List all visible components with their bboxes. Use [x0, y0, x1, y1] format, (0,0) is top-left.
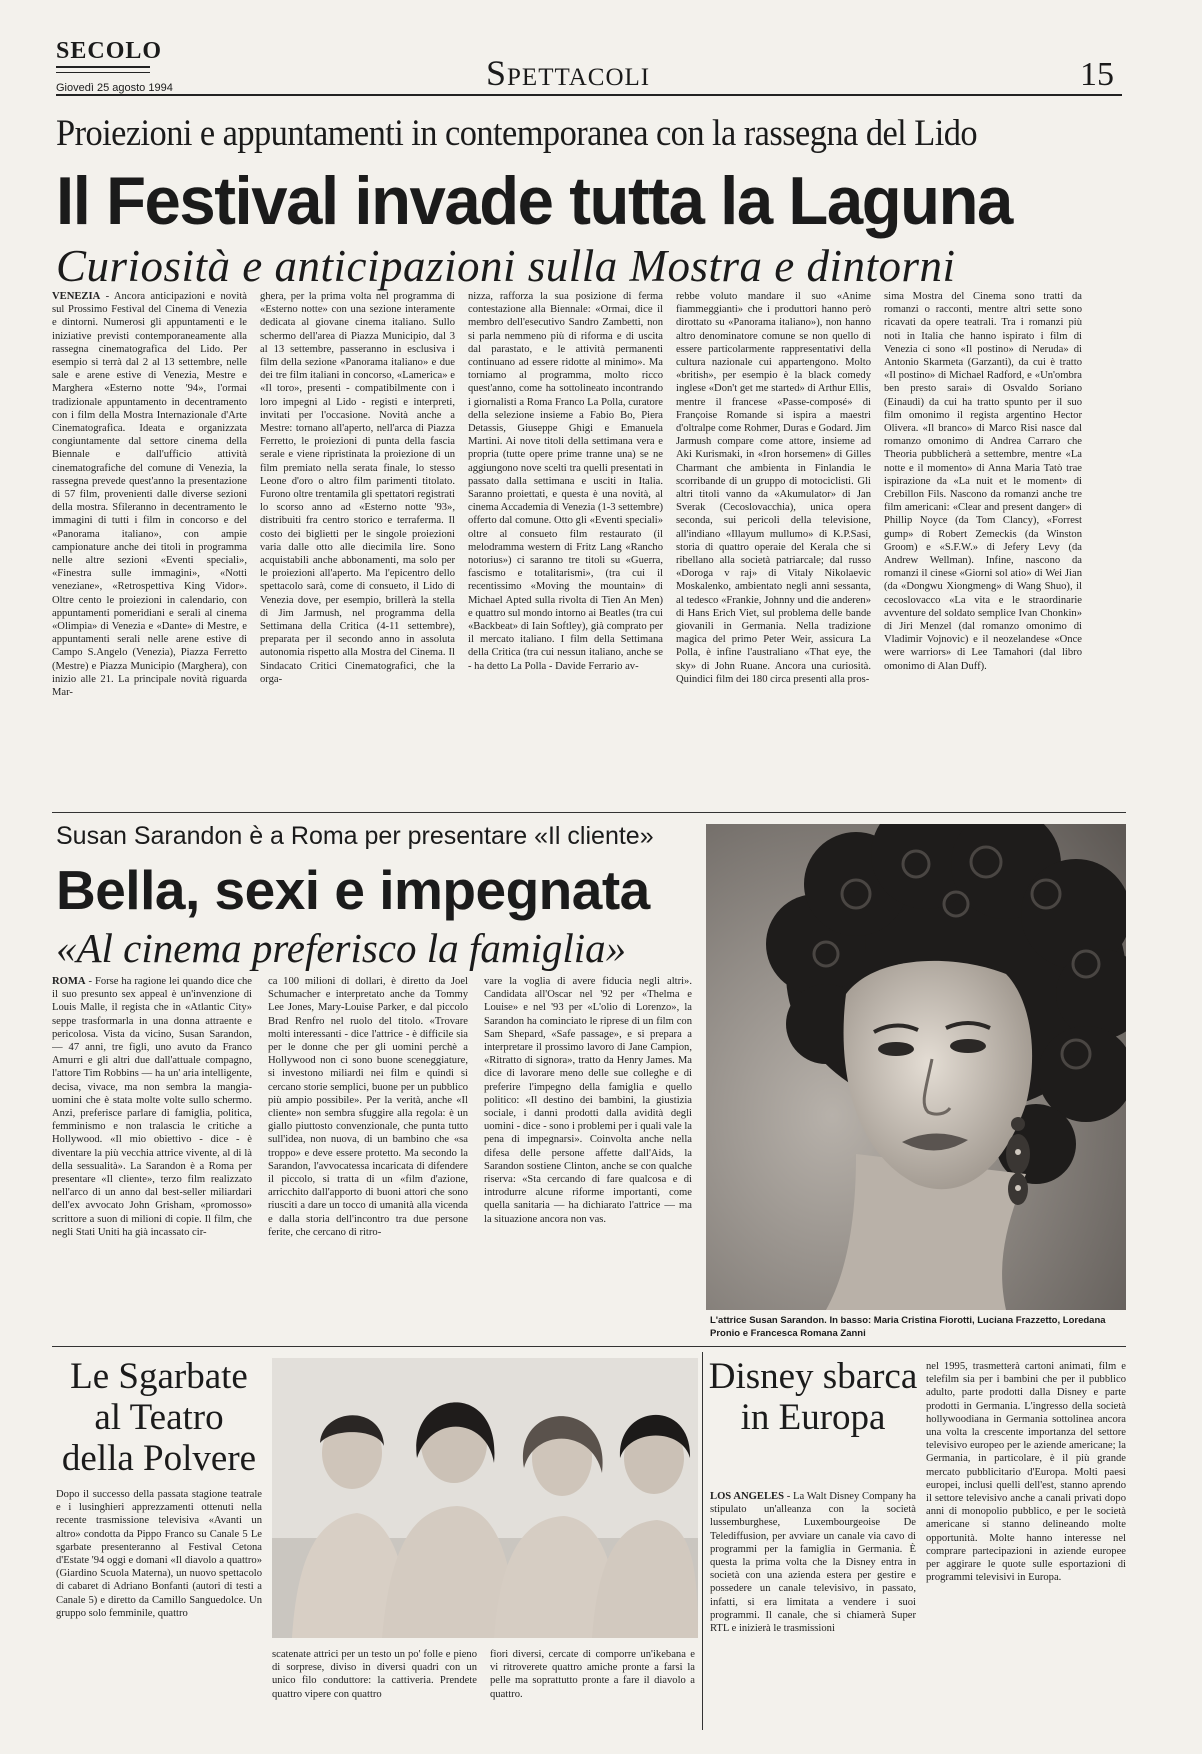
festival-text-5: sima Mostra del Cinema sono tratti da romanzi o racconti, mentre altri sette sono ricavati da opere teatrali. Tra i romanzi più noti in Italia che hanno ispirato i film di Venezia ci sono «Il postino» di Neruda» di Antonio Skarmeta (Garzanti), da cui è tratto «Il postino» di Michael Radford, e «Un'ombra ben presto sarai» di Osvaldo Soriano (Einaudi) da cui ha tratto spunto per il suo film omonimo il regista argentino Hector Olivera. «Il branco» di Marco Risi nasce dal romanzo omonimo di Andrea Carraro che Theoria pubblicherà a settembre, mentre «La notte e il momento» di Anna Maria Tatò trae ispirazione da «La nuit et le moment» di Crebillon Fils. Nascono da romanzi anche tre film americani: «Clear and present danger» di Phillip Noyce (da Tom Clancy), «Forrest gump» di Robert Zemeckis (da Winston Groom) e «S.F.W.» di Jefery Levy (da Andrew Wellman). Infine, nascono da romanzi il cinese «Giorni sol atio» di Wei Jian (da «Dongwu Xiongmeng» di Wang Shuo), il cecoslovacco «La vita e le straordinarie avventure del soldato semplice Ivan Chonkin» di Jiri Menzel (dal romanzo omonimo di Vladimir Vojnovic) e il neozelandese «Once were warriors» di Lee Tamahori (dal libro omonimo di Alan Duff).	[884, 291, 1082, 672]
page-number: 15	[1080, 56, 1114, 93]
masthead-rule	[56, 94, 1122, 96]
festival-kicker: Proiezioni e appuntamenti in contemporanea con la rassegna del Lido	[56, 113, 977, 154]
sgarbate-text-1: Dopo il successo della passata stagione teatrale e i lusinghieri apprezzamenti ottenuti nella recente trasmissione televisiva «Avanti un altro» condotta da Pippo Franco su Canale 5 Le sgarbate presenteranno al Festival Cetona d'Estate '94 oggi e domani «Il diavolo a quattro» (Giardino Scuola Materna), un nuovo spettacolo di cabaret di Adriano Bonfanti (autori di testi a Canale 5) e diretto da Camillo Sanguedolce. Un gruppo solo femminile, quattro	[56, 1489, 262, 1619]
disney-text-2: nel 1995, trasmetterà cartoni animati, film e telefilm sia per i bambini che per il pubblico adulto, parte prodotti dalla Disney e parte prodotti in Germania. L'ingresso della società hollywoodiana in Germania sottolinea ancora una volta la crescente importanza del settore televisivo europeo per le aziende americane; la Germania, in particolare, è il più grande mercato pubblicitario d'Europa. Molti paesi europei, inclusi quelli dell'est, stanno aprendo il settore televisivo anche a canali privati dopo anni di monopolio pubblico, e per le società americane si stanno delineando molte opportunità. Molte hanno interesse nel comprare partecipazioni in aziende europee per aggirare le quote sulle esportazioni di programmi televisivi in Europa.	[926, 1361, 1126, 1584]
sgarbate-text-3: fiori diversi, cercate di comporre un'ikebana e vi ritroverete quattro amiche pronte a farsi la pelle ma soprattutto pronte a fare il diavolo a quattro.	[490, 1649, 695, 1700]
sgarbate-text-2: scatenate attrici per un testo un po' folle e pieno di sorprese, diviso in diversi quadri con un unico filo conduttore: la cattiveria. Prendete quattro vipere con quattro	[272, 1649, 477, 1700]
sgarbate-column-1	[56, 1488, 262, 1728]
festival-text-2: ghera, per la prima volta nel programma di «Esterno notte» con una sezione interamente dedicata al giovane cinema italiano. Sullo schermo dell'area di Piazza Municipio, dal 3 al 13 settembre, passeranno in esclusiva i film della sezione «Panorama italiano» e due dei tre film italiani in concorso, «Lamerica» e «Il toro», presenti - compatibilmente con i loro impegni al Lido - registi e interpreti, invitati per l'occasione. Novità anche a Mestre: tornano all'aperto, nell'arca di Piazza Ferretto, le proiezioni di punta della fascia serale e viene ripristinata la proiezione di un film premiato nella serata finale, lo stesso Leone d'oro o altro film parimenti titolato. Furono oltre trentamila gli spettatori registrati lo scorso anno ad «Esterno notte '93», distribuiti fra centro storico e terraferma. Il costo dei biglietti per le singole proiezioni varia dalle otto alle diecimila lire. Sono acquistabili anche abbonamenti, ma solo per le proiezioni all'aperto. Ma l'epicentro dello spettacolo sarà, come di consueto, il Lido di Venezia dove, per esempio, brillerà la stella di Jim Jarmush, nel programma della Settimana della Critica (4-11 settembre), preparata per il secondo anno in assoluta autonomia rispetto alla Mostra del Cinema. Il Sindacato Critici Cinematografici, che la orga-	[260, 291, 455, 685]
sarandon-column-2	[268, 975, 468, 1340]
festival-headline: Il Festival invade tutta la Laguna	[56, 163, 1012, 239]
festival-column-4	[676, 290, 871, 802]
sarandon-text-1: - Forse ha ragione lei quando dice che il suo presunto sex appeal è un'invenzione di Louis Malle, il regista che in «Atlantic City» seppe trasformarla in una donna attraente e pericolosa. Vista da vicino, Susan Sarandon, — 47 anni, tre figli, uno avuto da Franco Amurri e gli altri due dall'attuale compagno, l'attore Tim Robbins — ha un' aria intelligente, decisa, vivace, ma non sembra la mangia- uomini che è stata molte volte sullo schermo. Anzi, preferisce parlare di famiglia, politica, femminismo e non tralascia le critiche a Hollywood. «Il mio obiettivo - dice - è diventare la più vecchia attrice vivente, al di là della sessualità». La Sarandon è a Roma per presentare «Il cliente», terzo film realizzato nell'arco di un anno dal best-seller miliardari dell'ex avvocato John Grisham, «promosso» scrittore a suon di milioni di copie. Il film, che negli Stati Uniti ha già incassato cir-	[52, 976, 252, 1238]
festival-deck: Curiosità e anticipazioni sulla Mostra e dintorni	[56, 241, 956, 291]
sarandon-headline: Bella, sexi e impegnata	[56, 859, 650, 921]
festival-text-3: nizza, rafforza la sua posizione di ferma contestazione alla Biennale: «Ormai, dice il membro dell'esecutivo Sandro Zambetti, non si parla nemmeno più di riforma e di uscita dal parastato, e le attività permanenti continuano ad essere ridotte al minimo». Ma torniamo al programma, molto ricco quest'anno, come ha sottolineato incontrando i giornalisti a Roma Franco La Polla, curatore della selezione insieme a Fabio Bo, Piera Detassis, Giuseppe Ghigi e Emanuela Martini. Ai nove titoli della settimana vera e propria (tutte opere prime tranne una) se ne aggiungono nove scelti tra quelli presentati in passato dalla settimana e usciti in Italia. Saranno proiettati, e questa è una novità, al cinema Accademia di Venezia (1-3 settembre) offerto dal comune. Otto gli «Eventi speciali» oltre al consueto film restaurato (il melodramma western di Fritz Lang «Rancho notorius») ci saranno tre titoli su «Guerra, fascismo e totalitarismi», (tra cui il recentissimo «Moving the mountain» di Michael Apted sulla rivolta di Tien An Men) e quattro sul mondo intorno ai Beatles (tra cui «Backbeat» di Iain Softley), già comprato per il mercato italiano. I film della Settimana della Critica (tra cui nessun italiano, anche se - ha detto La Polla - Davide Ferrario av-	[468, 291, 663, 672]
disney-headline: Disney sbarca in Europa	[708, 1356, 918, 1438]
sgarbate-column-3	[490, 1648, 695, 1732]
lower-divider	[52, 1346, 1126, 1347]
sarandon-column-3	[484, 975, 692, 1340]
section-divider	[52, 812, 1126, 813]
logo-underline	[56, 66, 150, 73]
sarandon-photo-caption: L'attrice Susan Sarandon. In basso: Maria Cristina Fiorotti, Luciana Frazzetto, Loredana Pronio e Francesca Romana Zanni	[710, 1315, 1106, 1339]
disney-dateline: LOS ANGELES	[710, 1491, 784, 1502]
newspaper-logo: SECOLO	[56, 38, 163, 64]
sarandon-photo	[706, 824, 1126, 1310]
column-rule	[702, 1352, 703, 1730]
sarandon-deck: «Al cinema preferisco la famiglia»	[56, 925, 627, 971]
sarandon-text-3: vare la voglia di avere fiducia negli altri». Candidata all'Oscar nel '92 per «Thelma e Louise» e nel '93 per «L'olio di Lorenzo», la Sarandon ha cominciato le riprese di un film con Sam Shepard, «Safe passage», e si prepara a interpretare il prossimo lavoro di Jane Campion, «Ritratto di signora», tratto da Henry James. Ma dice di lavorare meno delle sue colleghe e di preferire l'impegno della famiglia e quello politico: «Il destino dei bambini, la giustizia sociale, i danni prodotti dalla avidità degli uomini - dice - sono i problemi per i quali vale la pena di impegnarsi». Coinvolta anche nella difesa delle persone affette dall'Aids, la Sarandon sostiene Clinton, anche se con qualche riserva: «Sta cercando di fare qualcosa e di introdurre alcune riforme importanti, come quella sanitaria — ha dichiarato l'attrice — ma la situazione ancora non vas.	[484, 976, 692, 1225]
festival-dateline: VENEZIA	[52, 291, 101, 302]
festival-column-3	[468, 290, 663, 802]
sgarbate-headline: Le Sgarbate al Teatro della Polvere	[61, 1356, 257, 1479]
disney-text-1: - La Walt Disney Company ha stipulato un'alleanza con la società lussemburghese, Luxembourgeoise De Telediffusion, per avviare un canale via cavo di programmi per la famiglia in Germania. È questa la prima volta che la Disney entra in società con una azienda estera per gestire e possedere un canale televisivo, in passato, infatti, si era limitata a vendere i suoi programmi. Il canale, che si chiamerà Super RTL e inizierà le trasmissioni	[710, 1491, 916, 1635]
issue-date: Giovedì 25 agosto 1994	[56, 82, 173, 94]
sarandon-text-2: ca 100 milioni di dollari, è diretto da Joel Schumacher e interpretato anche da Tommy Lee Jones, Mary-Louise Parker, e dal piccolo Brad Renfro nel ruolo del titolo. «Trovare molti interessanti - dice l'attrice - è difficile sia per le donne che per gli uomini perchè a Hollywood non ci sono buone sceneggiature, si investono miliardi nei film e quindi si cercano storie semplici, buone per un pubblico più ampio possibile». Per la verità, anche «Il cliente» non sembra sfuggire alla regola: è un giallo piuttosto convenzionale, che punta tutto sull'idea, non nuova, di un bambino che «sa troppo» e deve essere protetto. Ma secondo la Sarandon, l'avvocatessa incaricata di difendere il piccolo, si tratta di un «film d'azione, arricchito dall'apporto di buoni attori che sono riusciti a dare un tocco di umanità alla vicenda e dalla storia dell'incontro tra due persone ferite, che cercano di ritro-	[268, 976, 468, 1238]
festival-column-5	[884, 290, 1082, 802]
festival-column-2	[260, 290, 455, 802]
sgarbate-column-2	[272, 1648, 477, 1732]
disney-column-1	[710, 1490, 916, 1730]
sgarbate-photo	[272, 1358, 698, 1638]
sarandon-dateline: ROMA	[52, 976, 86, 987]
festival-column-1	[52, 290, 247, 802]
sarandon-column-1	[52, 975, 252, 1340]
disney-column-2	[926, 1360, 1126, 1730]
section-title: Spettacoli	[486, 53, 651, 93]
festival-text-1: - Ancora anticipazioni e novità sul Prossimo Festival del Cinema di Venezia e dintorni. Numerosi gli appuntamenti e le iniziative previsti contemporaneamente alla rassegna cinematografica del Lido. Per esempio si terrà dal 2 al 13 settembre, nelle sale e arene estive di Venezia, Mestre e Marghera «Esterno notte '94», l'ormai tradizionale appuntamento in decentramento con i film della Mostra Internazionale d'Arte Cinematografica. Ideata e organizzata congiuntamente dal settore cinema della Biennale e dall'ufficio attività cinematografiche del comune di Venezia, la rassegna prevede quest'anno la presentazione di 57 film, provenienti dalle diverse sezioni della mostra. Sfileranno in decentramento le immagini di tutti i film in concorso e del «Panorama italiano», con ampie campionature anche dei titoli in programma nelle altre sezioni «Eventi speciali», «Finestra sulle immagini», «Notti veneziane», «Retrospettiva King Vidor». Oltre cento le proiezioni in calendario, con appuntamenti pomeridiani e serali al cinema «Olimpia» di Venezia e «Dante» di Mestre, e appuntamenti serali nelle arene estive di Campo S.Angelo (Venezia), Piazza Ferretto (Mestre) e Piazza Municipio (Marghera), con inizio alle 21. La principale novità riguarda Mar-	[52, 291, 247, 699]
sarandon-kicker: Susan Sarandon è a Roma per presentare «Il cliente»	[56, 822, 654, 850]
festival-text-4: rebbe voluto mandare il suo «Anime fiammeggianti» che i produttori hanno però dirottato su «Panorama italiano»), non hanno altro denominatore comune se non quello di essere particolarmente rappresentativi della cultura nazionale cui appartengono. Molto «british», per esempio è la black comedy inglese «Don't get me started» di Arthur Ellis, mentre il francese «Passe-composé» di Françoise Romande si ispira a maestri d'oltralpe come Rohmer, Duras e Godard. Jim Jarmush compare come attore, insieme ad Aki Kurismaki, in «Iron horsemen» di Gilles Charmant che ambienta in Finlandia le scorribande di un gruppo di motociclisti. Gli altri titoli vanno da «Akumulator» di Jan Sverak (Cecoslovacchia), unica opera seconda, sui pericoli della televisione, all'indiano «Illayum mullumo» di K.P.Sasi, storia di quattro operaie del Kerala che si ribellano alla società patriarcale; dal russo «Doroga v raj» di Vitaly Nikolaevic Moskalenko, ambientato negli anni sessanta, al tedesco «Frankie, Johnny und die anderen» di Hans Erich Viet, sul problema delle bande giovanili in Germania. Nella tradizione magica del primo Peter Weir, assicura La Polla, è infine l'australiano «That eye, the sky» di John Ruane. Ancora una curiosità. Quindici film dei 180 circa presenti alla pros-	[676, 291, 871, 685]
